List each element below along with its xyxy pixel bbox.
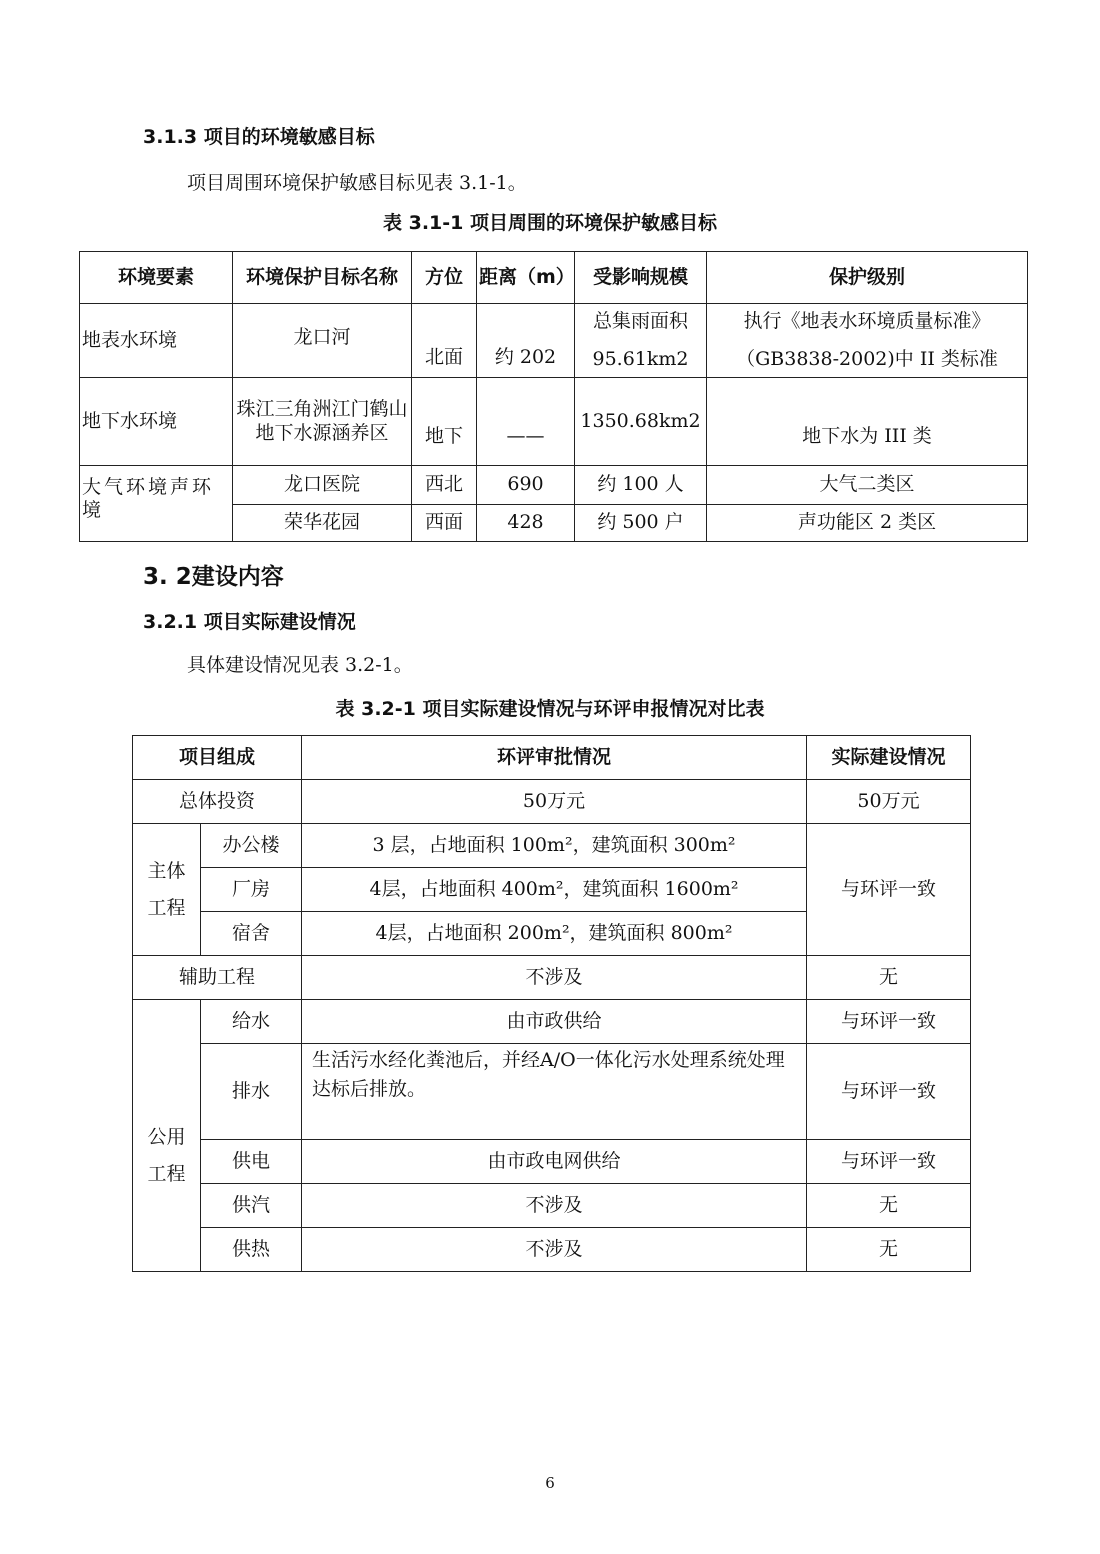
cell-scale-line-2: 95.61km2 [592,347,689,370]
cell-scale-line-1: 总集雨面积 [592,310,688,333]
page-number: 6 [545,1474,555,1492]
header-actual: 实际建设情况 [807,736,971,780]
header-element: 环境要素 [80,252,233,304]
header-approved: 环评审批情况 [302,736,807,780]
cell-approved: 由市政供给 [302,1000,807,1044]
cell-direction: 西面 [412,505,477,542]
cell-direction: 北面 [412,304,477,378]
cell-distance: 约 202 [477,304,575,378]
cell-scale: 约 100 人 [575,466,707,505]
cell-actual: 50万元 [807,780,971,824]
cell-approved: 4层，占地面积 400m²，建筑面积 1600m² [302,868,807,912]
table-row [133,956,971,1000]
header-distance: 距离（m） [477,252,575,304]
cell-scale: 约 500 户 [575,505,707,542]
section-3-2-1-title: 3.2.1 项目实际建设情况 [143,611,356,633]
cell-approved: 50万元 [302,780,807,824]
cell-actual: 与环评一致 [807,1140,971,1184]
header-target: 环境保护目标名称 [233,252,412,304]
cell-component: 供电 [201,1140,302,1184]
cell-component: 供汽 [201,1184,302,1228]
cell-group: 主体工程 [133,824,201,956]
cell-component: 宿舍 [201,912,302,956]
cell-distance: 690 [477,466,575,505]
cell-component: 厂房 [201,868,302,912]
table-3-1-1-caption: 表 3.1-1 项目周围的环境保护敏感目标 [383,212,717,234]
construction-comparison-table [132,735,971,1272]
cell-target: 珠江三角洲江门鹤山地下水源涵养区 [233,378,412,466]
cell-component: 办公楼 [201,824,302,868]
cell-actual: 无 [807,956,971,1000]
table-row [133,1140,971,1184]
cell-actual: 与环评一致 [807,1000,971,1044]
table-row [133,780,971,824]
section-3-2-1-intro: 具体建设情况见表 3.2-1。 [187,654,413,676]
header-component: 项目组成 [133,736,302,780]
cell-level: 声功能区 2 类区 [707,505,1028,542]
cell-level-line-2: （GB3838-2002)中 II 类标准 [736,347,998,370]
cell-approved: 3 层，占地面积 100m²，建筑面积 300m² [302,824,807,868]
section-3-1-3-title: 3.1.3 项目的环境敏感目标 [143,126,375,148]
sensitive-targets-table [79,251,1028,542]
cell-distance: —— [477,378,575,466]
cell-group: 公用工程 [133,1000,201,1272]
header-scale: 受影响规模 [575,252,707,304]
cell-level [707,304,1028,378]
section-3-2-title: 3. 2建设内容 [143,564,284,590]
table-row [80,466,1028,505]
cell-level: 大气二类区 [707,466,1028,505]
cell-approved: 由市政电网供给 [302,1140,807,1184]
table-row [80,378,1028,466]
table-row [80,304,1028,378]
section-3-1-3-intro: 项目周围环境保护敏感目标见表 3.1-1。 [187,172,527,194]
cell-scale: 1350.68km2 [575,378,707,466]
table-header-row [80,252,1028,304]
cell-approved: 不涉及 [302,1228,807,1272]
cell-component: 辅助工程 [133,956,302,1000]
cell-approved: 4层，占地面积 200m²，建筑面积 800m² [302,912,807,956]
table-row [133,1000,971,1044]
table-row [133,1184,971,1228]
cell-actual: 与环评一致 [807,1044,971,1140]
table-row [133,1044,971,1140]
header-direction: 方位 [412,252,477,304]
cell-approved: 不涉及 [302,1184,807,1228]
cell-target: 荣华花园 [233,505,412,542]
cell-level-line-1: 执行《地表水环境质量标准》 [743,310,991,333]
header-level: 保护级别 [707,252,1028,304]
cell-actual: 无 [807,1228,971,1272]
cell-actual: 与环评一致 [807,824,971,956]
cell-element: 大气环境声环境 [80,466,233,542]
table-row [133,824,971,868]
cell-target: 龙口河 [233,304,412,378]
cell-direction: 西北 [412,466,477,505]
cell-direction: 地下 [412,378,477,466]
cell-component: 总体投资 [133,780,302,824]
cell-component: 排水 [201,1044,302,1140]
table-row [133,1228,971,1272]
cell-scale [575,304,707,378]
cell-distance: 428 [477,505,575,542]
cell-approved: 生活污水经化粪池后，并经A/O一体化污水处理系统处理达标后排放。 [302,1044,807,1140]
cell-actual: 无 [807,1184,971,1228]
cell-level: 地下水为 III 类 [707,378,1028,466]
table-3-2-1-caption: 表 3.2-1 项目实际建设情况与环评申报情况对比表 [335,698,765,720]
cell-approved: 不涉及 [302,956,807,1000]
cell-target: 龙口医院 [233,466,412,505]
cell-element: 地下水环境 [80,378,233,466]
table-header-row [133,736,971,780]
cell-component: 供热 [201,1228,302,1272]
cell-element: 地表水环境 [80,304,233,378]
cell-component: 给水 [201,1000,302,1044]
